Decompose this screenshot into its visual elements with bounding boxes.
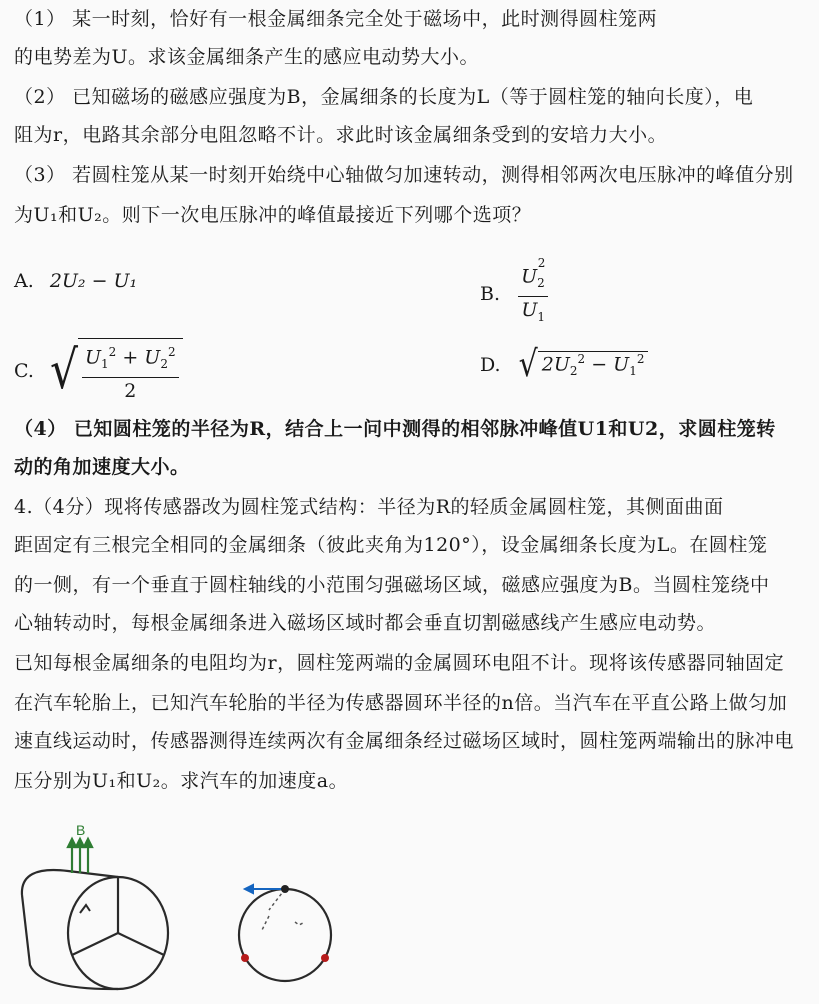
p4-line8: 压分别为U₁和U₂。求汽车的加速度a。 [14, 770, 349, 792]
p4-line1: 4.（4分）现将传感器改为圆柱笼式结构：半径为R的轻质金属圆柱笼，其侧面曲面 [14, 496, 724, 518]
q2-line2: 阻为r，电路其余部分电阻忽略不计。求此时该金属细条受到的安培力大小。 [14, 124, 668, 146]
q3-line2: 为U₁和U₂。则下一次电压脉冲的峰值最接近下列哪个选项？ [14, 204, 532, 226]
option-b-expr: $\frac{U_2^2}{U_1}$ [518, 258, 548, 330]
option-a [14, 270, 137, 292]
magnetic-field-arrows [68, 839, 92, 873]
option-b [480, 258, 548, 330]
option-c-expr: √ $\frac{U_1^2 + U_2^2}{2}$ [50, 338, 183, 404]
p4-line6: 在汽车轮胎上，已知汽车轮胎的半径为传感器圆环半径的n倍。当汽车在平直公路上做匀加 [14, 692, 788, 714]
q1-line1: （1） 某一时刻，恰好有一根金属细条完全处于磁场中，此时测得圆柱笼两 [14, 8, 658, 30]
metal-strip-3 [118, 933, 164, 955]
option-b-label: B. [480, 282, 501, 305]
p4-line7: 速直线运动时，传感器测得连续两次有金属细条经过磁场区域时，圆柱笼两端输出的脉冲电 [14, 730, 795, 752]
dashed-lines [261, 889, 303, 932]
metal-strip-2 [72, 933, 118, 955]
cylinder-cage-figure [10, 815, 180, 1000]
cylinder-top-edge [22, 870, 118, 895]
p4-line5: 已知每根金属细条的电阻均为r，圆柱笼两端的金属圆环电阻不计。现将该传感器同轴固定 [14, 652, 785, 674]
p4-line2: 距固定有三根完全相同的金属细条（彼此夹角为120°），设金属细条长度为L。在圆柱笼 [14, 534, 768, 556]
q4-line2: 动的角加速度大小。 [14, 456, 190, 478]
rotation-mark [80, 905, 90, 913]
q4-line1: （4） 已知圆柱笼的半径为R，结合上一问中测得的相邻脉冲峰值U1和U2，求圆柱笼转 [14, 418, 776, 440]
strip-dot-top [281, 885, 289, 893]
option-a-label: A. [14, 270, 34, 292]
option-d [480, 343, 648, 386]
q1-line2: 的电势差为U。求该金属细条产生的感应电动势大小。 [14, 46, 480, 68]
q2-line1: （2） 已知磁场的磁感应强度为B，金属细条的长度为L（等于圆柱笼的轴向长度），电 [14, 86, 754, 108]
option-a-expr: 2U₂ − U₁ [49, 270, 138, 292]
rotation-arrow [245, 885, 283, 893]
option-c [14, 338, 183, 404]
cross-section-circle [239, 889, 331, 981]
option-d-label: D. [480, 354, 501, 376]
cylinder-bottom-edge [22, 895, 118, 989]
option-d-expr: √ $2U_2^2 - U_1^2$ [519, 350, 649, 380]
strip-dot-left [241, 954, 249, 962]
strip-dot-right [321, 954, 329, 962]
q3-line1: （3） 若圆柱笼从某一时刻开始绕中心轴做匀加速转动，测得相邻两次电压脉冲的峰值分别 [14, 164, 794, 186]
p4-line3: 的一侧，有一个垂直于圆柱轴线的小范围匀强磁场区域，磁感应强度为B。当圆柱笼绕中 [14, 574, 770, 596]
option-c-label: C. [14, 360, 34, 383]
cross-section-figure [225, 870, 345, 995]
field-b-label: B [76, 822, 86, 838]
p4-line4: 心轴转动时，每根金属细条进入磁场区域时都会垂直切割磁感线产生感应电动势。 [14, 612, 717, 634]
